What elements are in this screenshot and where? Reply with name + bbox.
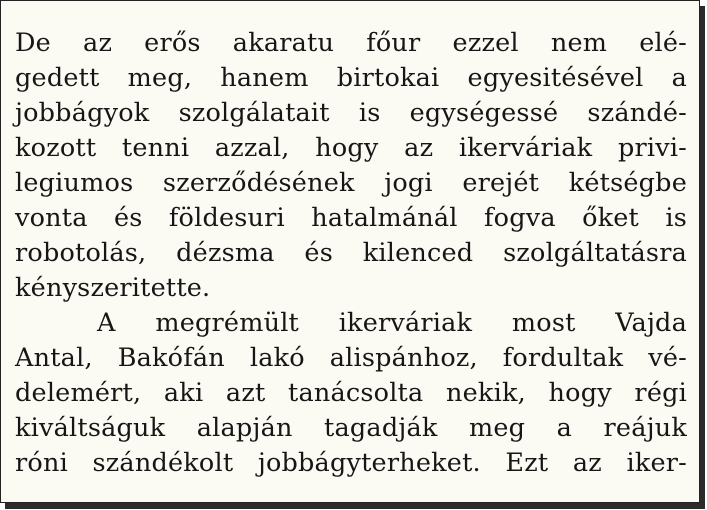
text-line: gedett meg, hanem birtokai egyesitésével a bbox=[15, 63, 687, 93]
text-line: robotolás, dézsma és kilenced szolgáltatásra bbox=[15, 238, 687, 268]
text-line: jobbágyok szolgálatait is egységessé szándé- bbox=[15, 98, 687, 128]
text-line: legiumos szerződésének jogi erejét kétségbe bbox=[15, 168, 687, 198]
text-line: kozott tenni azzal, hogy az ikerváriak privi- bbox=[15, 133, 687, 163]
text-line: kiváltságuk alapján tagadják meg a reájuk bbox=[15, 413, 687, 443]
text-line: vonta és földesuri hatalmánál fogva őket is bbox=[15, 203, 687, 233]
paragraph-first-line: A megrémült ikerváriak most Vajda bbox=[97, 308, 687, 338]
text-line: Antal, Bakófán lakó alispánhoz, fordultak vé- bbox=[15, 343, 687, 373]
text-line: delemért, aki azt tanácsolta nekik, hogy régi bbox=[15, 378, 687, 408]
text-line: kényszeritette. bbox=[15, 273, 211, 303]
text-line: De az erős akaratu főur ezzel nem elé- bbox=[15, 28, 687, 58]
text-line: róni szándékolt jobbágyterheket. Ezt az iker- bbox=[15, 448, 687, 478]
